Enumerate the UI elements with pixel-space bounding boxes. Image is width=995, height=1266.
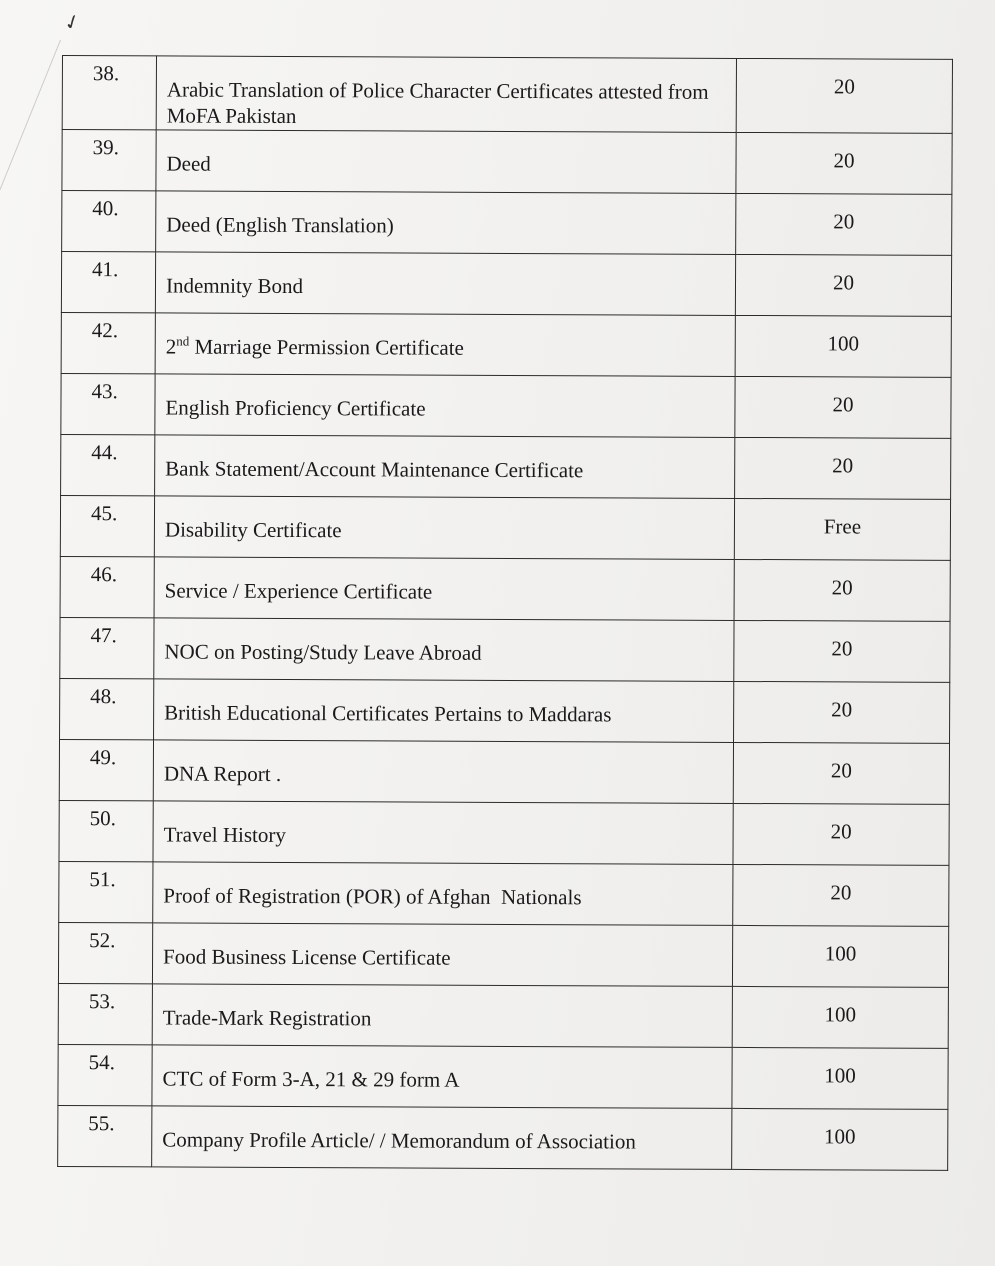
row-description: Travel History bbox=[153, 801, 733, 865]
row-fee: 20 bbox=[733, 742, 949, 804]
table-row bbox=[58, 1105, 948, 1170]
row-fee: 20 bbox=[734, 681, 950, 743]
row-description: Deed (English Translation) bbox=[156, 191, 736, 255]
row-description-prefix: 2 bbox=[165, 334, 177, 359]
row-number: 44. bbox=[61, 434, 155, 495]
row-fee: 20 bbox=[735, 254, 951, 316]
table-row bbox=[62, 191, 952, 256]
table-row bbox=[58, 922, 948, 987]
table-row bbox=[61, 373, 951, 438]
row-number: 49. bbox=[59, 739, 153, 800]
row-number: 41. bbox=[61, 252, 155, 313]
row-description: Service / Experience Certificate bbox=[154, 557, 734, 621]
table-row bbox=[60, 495, 950, 560]
row-number: 48. bbox=[60, 678, 154, 739]
row-description bbox=[155, 313, 735, 377]
row-number: 47. bbox=[60, 617, 154, 678]
row-fee: 100 bbox=[732, 1108, 948, 1170]
paper-fold-line bbox=[0, 40, 61, 190]
row-fee: 20 bbox=[736, 132, 952, 194]
table-row bbox=[60, 556, 950, 621]
table-row bbox=[60, 678, 950, 743]
row-fee: 100 bbox=[732, 925, 948, 987]
row-number: 43. bbox=[61, 373, 155, 434]
table-row bbox=[59, 800, 949, 865]
row-description: Proof of Registration (POR) of Afghan Nationals bbox=[153, 862, 733, 926]
row-number: 38. bbox=[62, 56, 156, 130]
row-description: Trade-Mark Registration bbox=[152, 984, 732, 1048]
row-description-text: Marriage Permission Certificate bbox=[189, 334, 464, 360]
table-row bbox=[59, 861, 949, 926]
row-fee: 100 bbox=[735, 315, 951, 377]
row-number: 39. bbox=[62, 130, 156, 191]
table-row bbox=[62, 56, 952, 134]
row-description: DNA Report . bbox=[153, 740, 733, 804]
row-fee: 20 bbox=[736, 193, 952, 255]
table-row bbox=[60, 617, 950, 682]
fee-table bbox=[57, 55, 953, 1171]
ordinal-suffix: nd bbox=[176, 333, 190, 349]
row-number: 50. bbox=[59, 800, 153, 861]
row-fee: 100 bbox=[732, 1047, 948, 1109]
row-fee: 20 bbox=[733, 803, 949, 865]
row-description: Arabic Translation of Police Character Certificates attested from MoFA Pakistan bbox=[156, 56, 736, 133]
table-row bbox=[58, 983, 948, 1048]
row-number: 52. bbox=[58, 922, 152, 983]
row-description: NOC on Posting/Study Leave Abroad bbox=[154, 618, 734, 682]
row-fee: 20 bbox=[735, 376, 951, 438]
row-number: 54. bbox=[58, 1044, 152, 1105]
table-row bbox=[62, 130, 952, 195]
row-description: Disability Certificate bbox=[154, 496, 734, 560]
row-number: 46. bbox=[60, 556, 154, 617]
pen-tick-mark: ✓ bbox=[60, 9, 85, 37]
row-fee: Free bbox=[734, 498, 950, 560]
row-number: 40. bbox=[62, 191, 156, 252]
row-number: 42. bbox=[61, 312, 155, 373]
table-row bbox=[58, 1044, 948, 1109]
table-row bbox=[59, 739, 949, 804]
row-fee: 20 bbox=[734, 559, 950, 621]
row-number: 53. bbox=[58, 983, 152, 1044]
row-fee: 100 bbox=[732, 986, 948, 1048]
row-description: British Educational Certificates Pertains to Maddaras bbox=[154, 679, 734, 743]
table-row bbox=[61, 434, 951, 499]
row-number: 51. bbox=[59, 861, 153, 922]
table-row bbox=[61, 252, 951, 317]
row-description: CTC of Form 3-A, 21 & 29 form A bbox=[152, 1045, 732, 1109]
row-fee: 20 bbox=[735, 437, 951, 499]
row-description: English Proficiency Certificate bbox=[155, 374, 735, 438]
row-description: Bank Statement/Account Maintenance Certificate bbox=[155, 435, 735, 499]
row-fee: 20 bbox=[734, 620, 950, 682]
row-description: Food Business License Certificate bbox=[152, 923, 732, 987]
row-description: Deed bbox=[156, 130, 736, 194]
row-number: 55. bbox=[58, 1105, 152, 1166]
row-fee: 20 bbox=[736, 58, 952, 133]
table-row bbox=[61, 312, 951, 377]
row-number: 45. bbox=[60, 495, 154, 556]
row-fee: 20 bbox=[733, 864, 949, 926]
row-description: Indemnity Bond bbox=[155, 252, 735, 316]
row-description: Company Profile Article/ / Memorandum of Association bbox=[152, 1106, 732, 1170]
